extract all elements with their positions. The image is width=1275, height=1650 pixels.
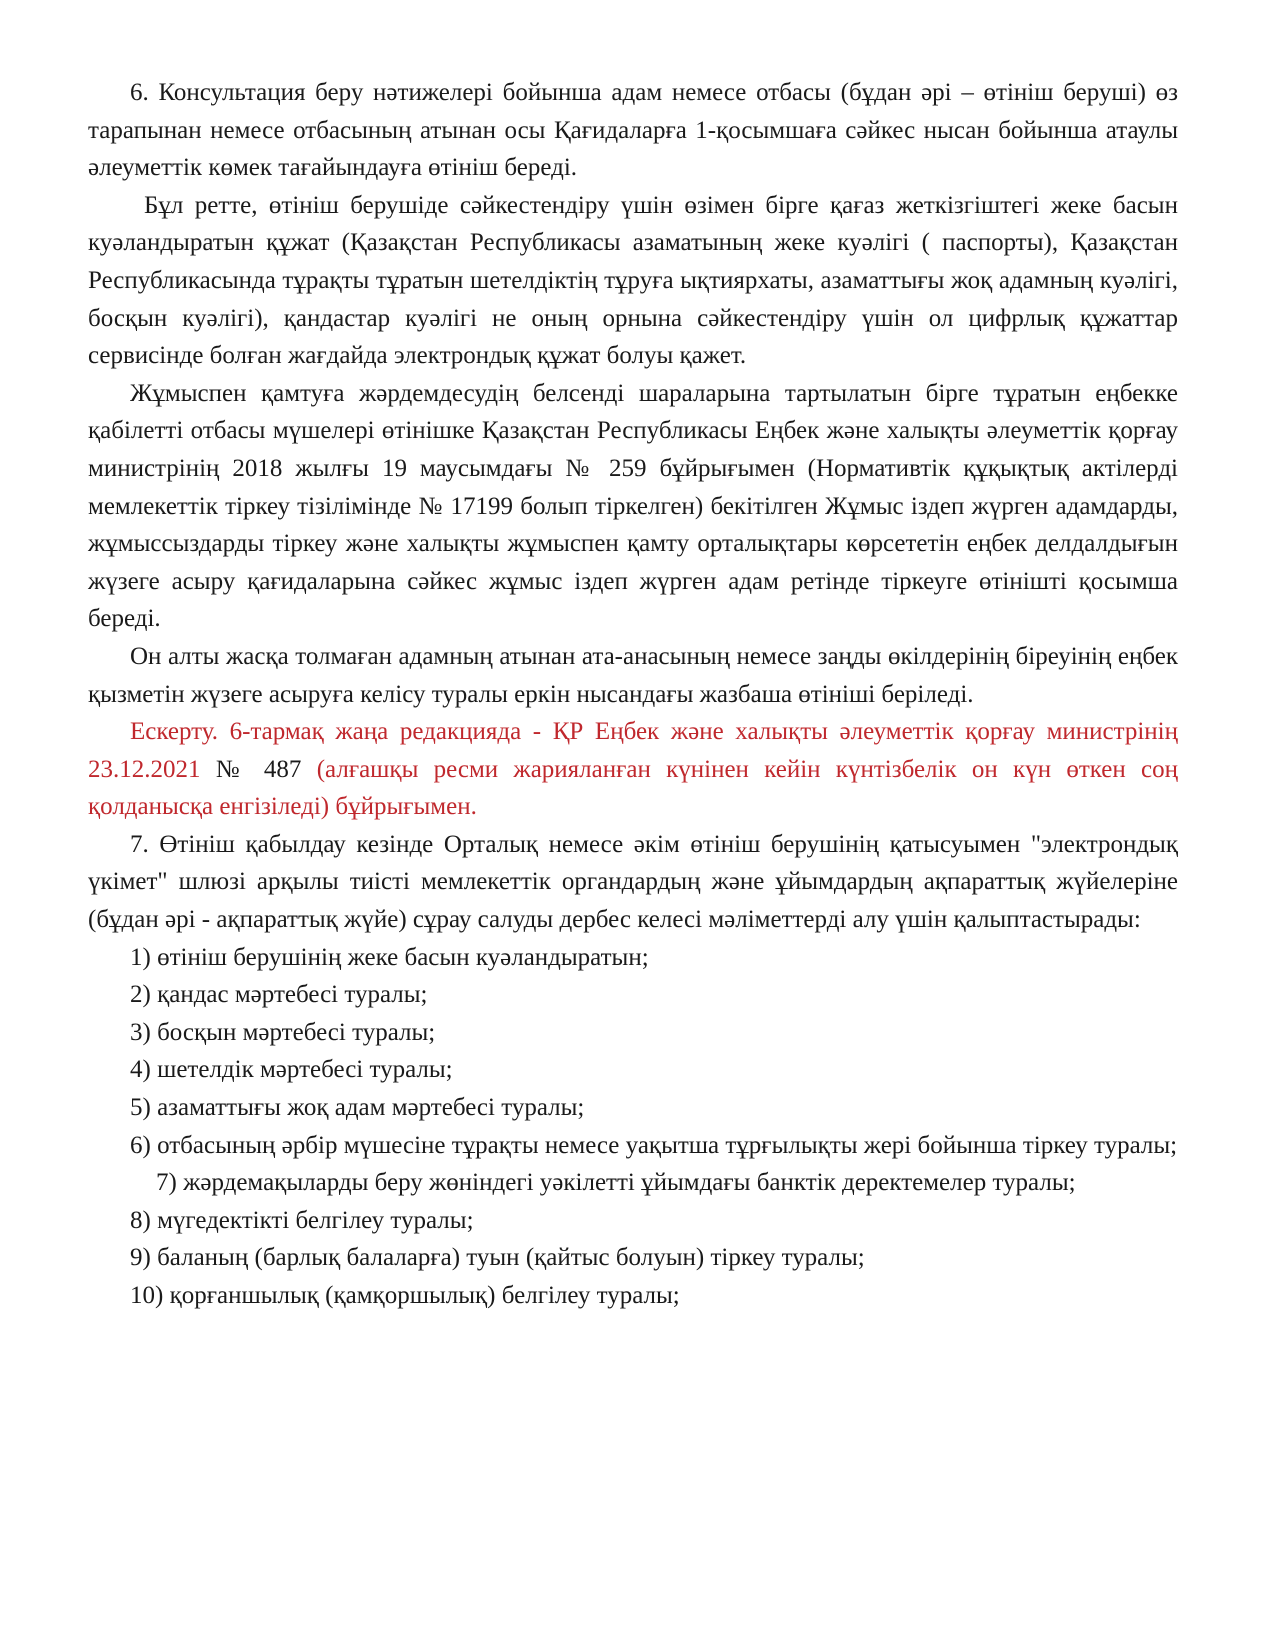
list-item: 8) мүгедектікті белгілеу туралы; xyxy=(130,1206,474,1234)
paragraph-6: 6. Консультация беру нәтижелері бойынша адам немесе отбасы (бұдан әрі – өтініш беруші) өз тарапынан немесе отбасының атынан осы Қағидаларға 1-қосымшаға сәйкес нысан бойынша атаулы әлеуметтік көмек тағайындауға өтініш береді. xyxy=(88,79,1178,182)
list-item: 2) қандас мәртебесі туралы; xyxy=(130,981,428,1009)
amendment-note xyxy=(88,713,1178,826)
list-item: 7) жәрдемақыларды беру жөніндегі уәкілетті ұйымдағы банктік деректемелер туралы; xyxy=(156,1169,1076,1197)
order-number-link[interactable]: № 487 xyxy=(215,755,302,783)
document-page xyxy=(88,74,1178,1315)
list-item: 5) азаматтығы жоқ адам мәртебесі туралы; xyxy=(130,1094,585,1122)
paragraph-7: 7. Өтініш қабылдау кезінде Орталық немесе әкім өтініш берушінің қатысуымен "электрондық үкімет" шлюзі арқылы тиісті мемлекеттік органдардың және ұйымдардың ақпараттық жүйелеріне (бұдан әрі - ақпараттық жүйе) сұрау салуды дербес келесі мәліметтерді алу үшін қалыптастырады: xyxy=(88,830,1178,934)
list-item: 10) қорғаншылық (қамқоршылық) белгілеу туралы; xyxy=(130,1282,680,1309)
list-item: 1) өтініш берушінің жеке басын куәландыратын; xyxy=(130,943,649,971)
list-item: 3) босқын мәртебесі туралы; xyxy=(130,1018,436,1046)
list-item: 4) шетелдік мәртебесі туралы; xyxy=(130,1056,453,1084)
paragraph-6-employment: Жұмыспен қамтуға жәрдемдесудің белсенді шараларына тартылатын бірге тұратын еңбекке қабілетті отбасы мүшелері өтінішке Қазақстан Республикасы Еңбек және халықты әлеуметтік қорғау министрінің 2018 жылғы 19 маусымдағы № 259 бұйрығымен (Нормативтік құқықтық актілерді мемлекеттік тіркеу тізілімінде № 17199 болып тіркелген) бекітілген Жұмыс іздеп жүрген адамдарды, жұмыссыздарды тіркеу және халықты жұмыспен қамту орталықтары көрсететін еңбек делдалдығын жүзеге асыру қағидаларына сәйкес жұмыс іздеп жүрген адам ретінде тіркеуге өтінішті қосымша береді. xyxy=(88,379,1178,633)
list-item: 6) отбасының әрбір мүшесіне тұрақты немесе уақытша тұрғылықты жері бойынша тіркеу туралы; xyxy=(130,1131,1178,1159)
list-item: 9) баланың (барлық балаларға) туын (қайтыс болуын) тіркеу туралы; xyxy=(130,1244,865,1272)
paragraph-6-identification: Бұл ретте, өтініш берушіде сәйкестендіру үшін өзімен бірге қағаз жеткізгіштегі жеке басын куәландыратын құжат (Қазақстан Республикасы азаматының жеке куәлігі ( паспорты), Қазақстан Республикасында тұрақты тұратын шетелдіктің тұруға ықтиярхаты, азаматтығы жоқ адамның куәлігі, босқын куәлігі), қандастар куәлігі не оның орнына сәйкестендіру үшін ол цифрлық құжаттар сервисінде болған жағдайда электрондық құжат болуы қажет. xyxy=(88,191,1178,370)
amendment-note-text-1: Ескерту. 6-тармақ жаңа редакцияда - ҚР Еңбек және халықты әлеуметтік қорғау министрінің 23.12.2021 xyxy=(88,718,1178,783)
amendment-note-text-2: (алғашқы ресми жарияланған күнінен кейін күнтізбелік он күн өткен соң қолданысқа енгізіледі) бұйрығымен. xyxy=(88,755,1179,821)
paragraph-6-minors: Он алты жасқа толмаған адамның атынан ата-анасының немесе заңды өкілдерінің біреуінің еңбек қызметін жүзеге асыруға келісу туралы еркін нысандағы жазбаша өтініші беріледі. xyxy=(88,642,1178,708)
